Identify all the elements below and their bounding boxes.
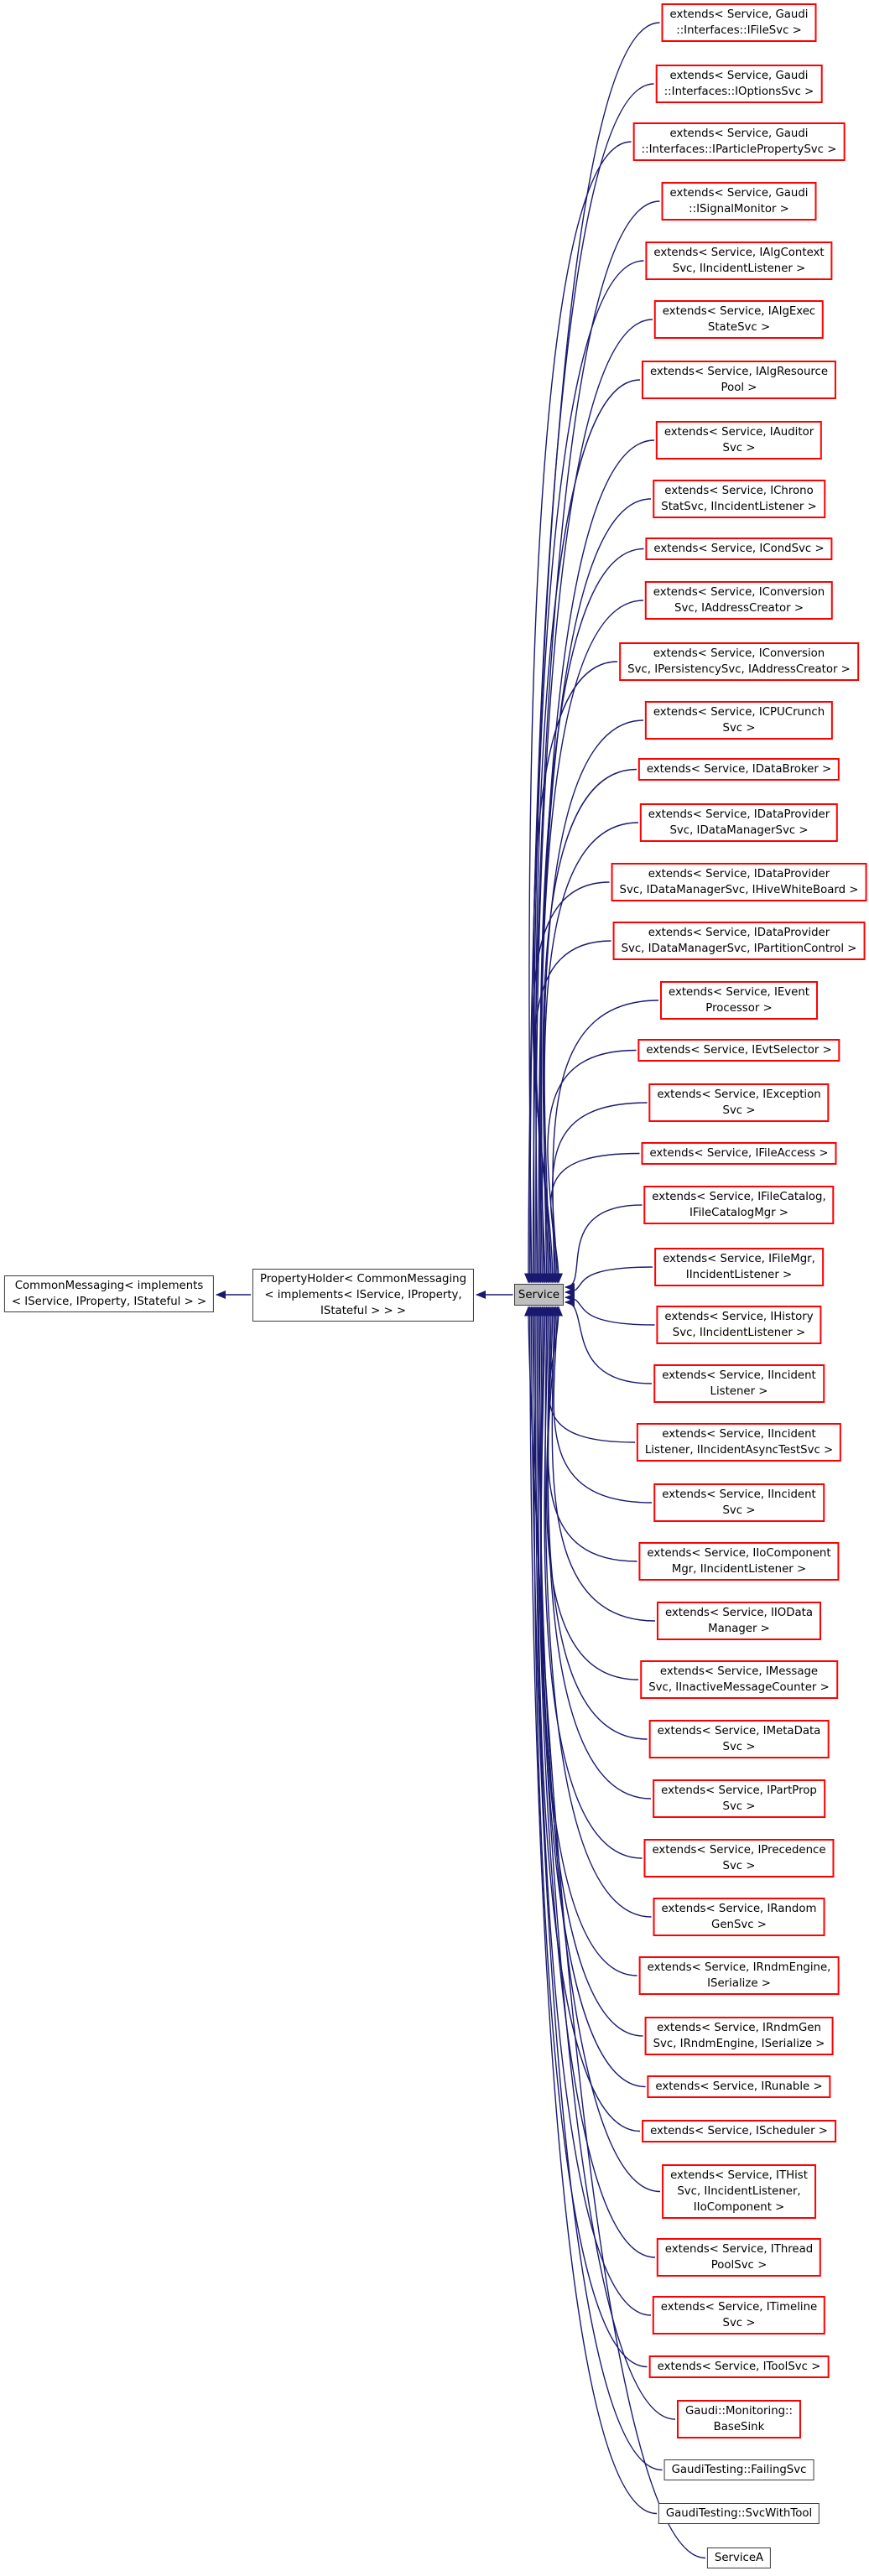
node-label-line: Svc, IIncidentListener >: [672, 262, 806, 275]
node-label-line: IFileCatalogMgr >: [689, 1207, 788, 1219]
derived-class-node[interactable]: [653, 2296, 825, 2334]
node-label-line: IIoComponent >: [693, 2201, 785, 2214]
inheritance-edge: [536, 319, 653, 1283]
node-label-line: extends< Service, ICPUCrunch: [653, 706, 825, 719]
derived-class-node[interactable]: [657, 1602, 821, 1640]
inheritance-edge: [549, 1307, 635, 1443]
inheritance-edge: [548, 1051, 637, 1283]
derived-class-node[interactable]: [645, 2017, 834, 2055]
node-label-line: extends< Service, IEvent: [669, 986, 809, 999]
derived-class-node[interactable]: [653, 1898, 825, 1936]
node-label-line: IIncidentListener >: [685, 1269, 793, 1281]
node-label-line: extends< Service, ITHist: [670, 2169, 808, 2182]
inheritance-edge: [539, 1307, 640, 2132]
derived-class-node[interactable]: [654, 1248, 824, 1286]
node-label-line: Svc, IIncidentListener,: [677, 2185, 801, 2198]
node-label-line: extends< Service, IDataBroker >: [646, 763, 832, 776]
node-label-line: extends< Service, IRndmEngine,: [647, 1961, 831, 1974]
node-label-line: Svc, IPersistencySvc, IAddressCreator >: [627, 663, 851, 676]
node-label-line: Svc >: [722, 2317, 756, 2329]
derived-class-node[interactable]: [677, 2400, 801, 2438]
inheritance-edge: [540, 1307, 645, 2087]
inheritance-edge: [548, 1307, 637, 1562]
derived-class-node[interactable]: [640, 803, 838, 842]
derived-class-node[interactable]: [641, 1142, 836, 1165]
derived-class-node[interactable]: [633, 122, 846, 161]
node-label-line: Listener >: [710, 1385, 768, 1398]
derived-class-node[interactable]: [639, 1956, 840, 1995]
node-label-line: GaudiTesting::FailingSvc: [671, 2464, 807, 2476]
node-label-line: extends< Service, IAuditor: [663, 426, 814, 439]
derived-class-node[interactable]: [664, 2459, 814, 2480]
node-label-line: Svc >: [722, 442, 756, 454]
derived-class-node[interactable]: [611, 863, 867, 901]
node-label-line: extends< Service, IConversion: [653, 647, 825, 660]
node-label-line: BaseSink: [713, 2421, 765, 2433]
inheritance-edge: [533, 261, 643, 1283]
derived-class-node[interactable]: [642, 361, 836, 399]
node-label-line: extends< Service, IException: [657, 1088, 821, 1101]
node-label-line: Svc, IInactiveMessageCounter >: [648, 1681, 830, 1694]
node-label-line: extends< Service, IIncident: [662, 1369, 816, 1382]
derived-class-node[interactable]: [643, 1839, 834, 1877]
derived-class-node[interactable]: [645, 701, 833, 740]
node-label-line: extends< Service, IAlgResource: [649, 366, 829, 378]
derived-class-node[interactable]: [662, 3, 817, 42]
node-label-line: ::ISignalMonitor >: [689, 203, 789, 216]
derived-class-node[interactable]: [645, 242, 832, 280]
node-label-line: GaudiTesting::SvcWithTool: [665, 2507, 813, 2520]
node-label-line: extends< Service, IRunable >: [655, 2080, 823, 2093]
node-label-line: Svc >: [722, 722, 756, 735]
node-label-line: extends< Service, IEvtSelector >: [646, 1044, 832, 1057]
node-label-line: extends< Service, IDataProvider: [648, 927, 830, 939]
derived-class-node[interactable]: [647, 2075, 830, 2098]
derived-class-node[interactable]: [645, 538, 832, 560]
derived-class-node[interactable]: [638, 758, 840, 781]
derived-class-node[interactable]: [656, 65, 823, 103]
derived-class-node[interactable]: [654, 300, 824, 339]
node-label-line: StatSvc, IIncidentListener >: [661, 501, 817, 513]
derived-class-node[interactable]: [649, 2355, 830, 2378]
node-label-line: extends< Service, IIncident: [662, 1428, 816, 1441]
derived-class-node[interactable]: [619, 642, 859, 681]
node-label-line: Service: [518, 1288, 560, 1301]
node-label-line: extends< Service, IThread: [664, 2243, 814, 2256]
node-label-line: Svc >: [722, 1504, 756, 1517]
node-label-line: extends< Service, IIOData: [664, 1607, 814, 1619]
node-label-line: extends< Service, IAlgContext: [653, 247, 825, 259]
inheritance-edge: [565, 1267, 653, 1292]
node-label-line: extends< Service, IRandom: [661, 1903, 817, 1915]
inheritance-edge: [547, 1307, 638, 1680]
inheritance-edge: [553, 1103, 648, 1283]
node-label-line: extends< Service, IIoComponent: [647, 1547, 831, 1560]
node-label-line: Svc >: [722, 1860, 756, 1872]
node-label-line: Listener, IIncidentAsyncTestSvc >: [644, 1444, 834, 1457]
inheritance-edge: [536, 380, 640, 1283]
node-label-line: < IService, IProperty, IStateful > >: [11, 1296, 207, 1308]
class-node-common-messaging[interactable]: [4, 1275, 214, 1312]
inheritance-edge: [545, 1307, 651, 1918]
derived-class-node[interactable]: [649, 1720, 830, 1758]
node-label-line: Svc >: [722, 1104, 756, 1117]
node-label-line: extends< Service, IIncident: [662, 1488, 816, 1501]
derived-class-node[interactable]: [707, 2547, 771, 2568]
class-node-service[interactable]: [514, 1284, 564, 1306]
node-label-line: PoolSvc >: [710, 2259, 768, 2272]
derived-class-node[interactable]: [653, 1364, 825, 1403]
node-label-line: extends< Service, IHistory: [664, 1311, 814, 1323]
node-label-line: extends< Service, IFileMgr,: [663, 1253, 815, 1265]
node-label-line: ISerialize >: [707, 1977, 771, 1990]
node-label-line: Svc, IDataManagerSvc, IHiveWhiteBoard >: [619, 884, 859, 896]
node-label-line: extends< Service, IMetaData: [657, 1725, 821, 1737]
inheritance-edge: [554, 1307, 652, 1504]
node-label-line: Svc, IDataManagerSvc, IPartitionControl >: [621, 943, 857, 955]
node-label-line: PropertyHolder< CommonMessaging: [259, 1273, 467, 1285]
node-label-line: extends< Service, Gaudi: [669, 70, 809, 82]
node-label-line: extends< Service, IScheduler >: [650, 2125, 828, 2137]
node-label-line: extends< Service, IMessage: [659, 1665, 819, 1678]
derived-class-node[interactable]: [648, 1083, 829, 1122]
derived-class-node[interactable]: [656, 421, 822, 460]
derived-class-node[interactable]: [637, 1039, 840, 1062]
node-label-line: ::Interfaces::IParticlePropertySvc >: [641, 143, 837, 156]
derived-class-node[interactable]: [640, 1660, 838, 1699]
derived-class-node[interactable]: [645, 581, 833, 620]
inheritance-edge: [548, 1307, 651, 1800]
derived-class-node[interactable]: [637, 1423, 841, 1462]
derived-class-node[interactable]: [653, 480, 825, 518]
derived-class-node[interactable]: [662, 182, 817, 221]
derived-class-node[interactable]: [656, 1306, 821, 1344]
derived-class-node[interactable]: [613, 922, 866, 960]
inheritance-edge: [565, 1302, 652, 1384]
derived-class-node[interactable]: [642, 2120, 836, 2142]
node-label-line: Svc >: [722, 1741, 756, 1753]
derived-class-node[interactable]: [653, 1483, 825, 1522]
node-label-line: Pool >: [721, 382, 757, 394]
node-label-line: extends< Service, ICondSvc >: [653, 543, 825, 555]
node-label-line: ::Interfaces::IOptionsSvc >: [663, 86, 814, 98]
inheritance-edge: [544, 720, 643, 1283]
derived-class-node[interactable]: [653, 1779, 825, 1818]
node-label-line: extends< Service, IFileCatalog,: [652, 1191, 826, 1203]
node-label-line: Svc, IAddressCreator >: [674, 602, 804, 615]
node-label-line: extends< Service, IDataProvider: [648, 808, 830, 821]
node-label-line: Svc, IIncidentListener >: [672, 1327, 806, 1339]
node-label-line: ServiceA: [714, 2552, 764, 2564]
node-label-line: extends< Service, Gaudi: [669, 127, 809, 140]
node-label-line: extends< Service, IChrono: [664, 485, 814, 497]
inheritance-edge: [541, 1307, 637, 1976]
node-label-line: extends< Service, IFileAccess >: [649, 1147, 829, 1160]
node-label-line: extends< Service, IRndmGen: [657, 2022, 821, 2034]
node-label-line: < implements< IService, IProperty,: [264, 1289, 462, 1301]
node-label-line: StateSvc >: [707, 321, 771, 334]
node-label-line: extends< Service, Gaudi: [669, 8, 809, 21]
derived-class-node[interactable]: [660, 981, 818, 1020]
inheritance-edge: [544, 1307, 642, 1859]
derived-class-node[interactable]: [658, 2503, 820, 2524]
derived-class-node[interactable]: [643, 1186, 834, 1224]
node-label-line: Svc >: [722, 1800, 756, 1813]
node-label-line: extends< Service, IPrecedence: [652, 1844, 826, 1857]
derived-class-node[interactable]: [657, 2238, 821, 2277]
node-label-line: extends< Service, IAlgExec: [662, 305, 816, 318]
node-label-line: IStateful > > >: [320, 1305, 407, 1317]
node-label-line: Mgr, IIncidentListener >: [671, 1563, 807, 1576]
node-label-line: Manager >: [708, 1623, 770, 1635]
node-label-line: Svc, IRndmEngine, ISerialize >: [653, 2038, 825, 2050]
node-label-line: extends< Service, ITimeline: [660, 2301, 818, 2314]
node-label-line: CommonMessaging< implements: [14, 1280, 204, 1292]
node-label-line: Svc, IDataManagerSvc >: [669, 824, 809, 837]
node-label-line: extends< Service, IConversion: [653, 586, 825, 599]
inheritance-edge: [565, 1205, 643, 1287]
node-label-line: extends< Service, IToolSvc >: [657, 2360, 821, 2373]
node-label-line: ::Interfaces::IFileSvc >: [676, 24, 802, 37]
class-node-property-holder[interactable]: [252, 1269, 474, 1322]
node-label-line: extends< Service, IPartProp: [661, 1784, 817, 1797]
derived-class-node[interactable]: [638, 1542, 839, 1581]
node-label-line: GenSvc >: [711, 1919, 767, 1931]
node-label-line: extends< Service, IDataProvider: [648, 868, 830, 880]
derived-class-node[interactable]: [662, 2164, 816, 2219]
node-label-line: Processor >: [705, 1002, 773, 1015]
node-label-line: extends< Service, Gaudi: [669, 187, 809, 200]
node-label-line: Gaudi::Monitoring::: [684, 2405, 794, 2418]
